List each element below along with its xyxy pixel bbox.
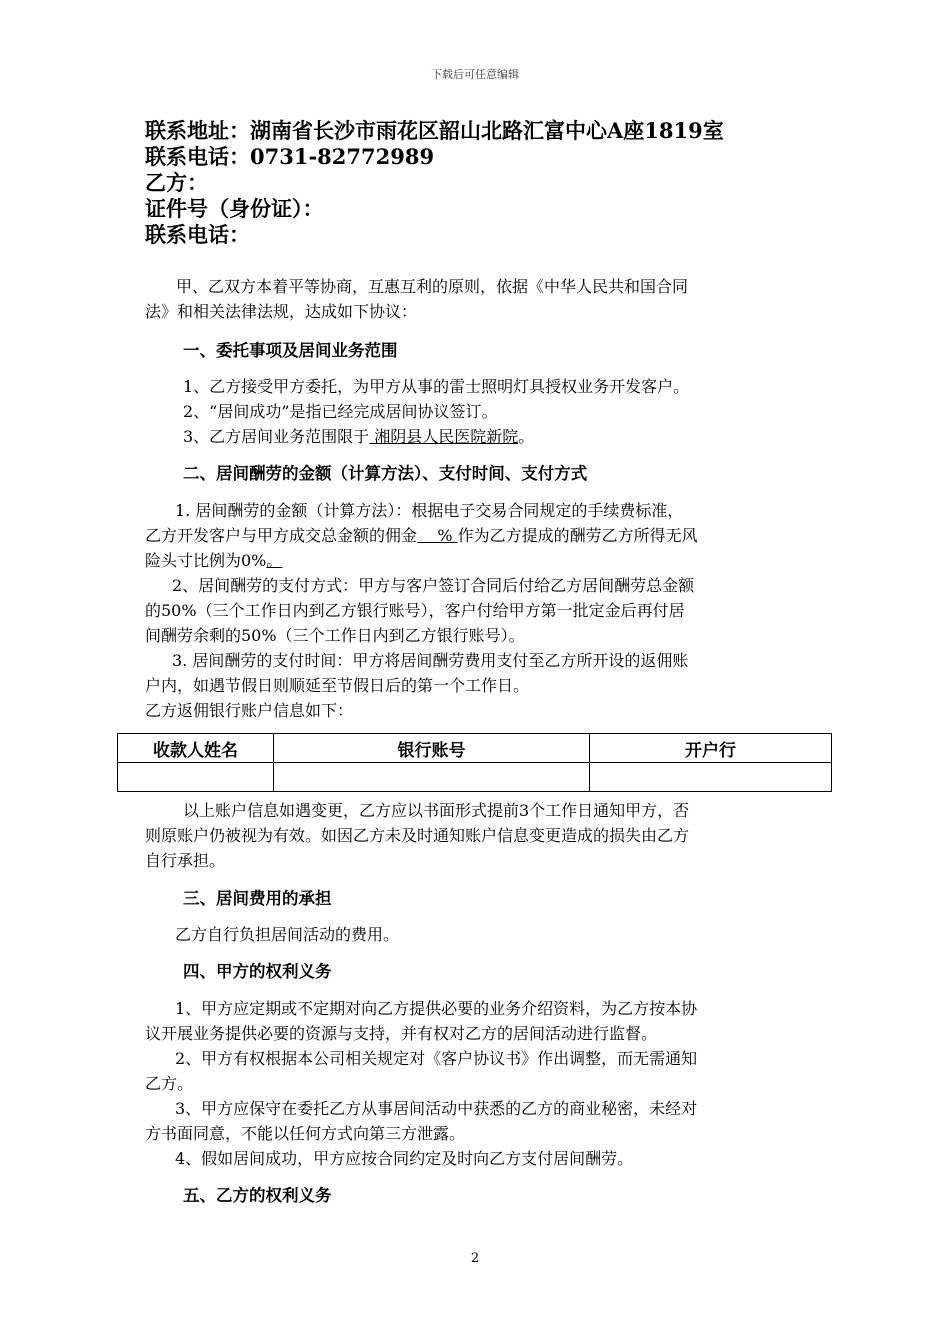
header-note: 下载后可任意编辑 [431, 68, 519, 81]
section1-heading: 一、委托事项及居间业务范围 [183, 341, 398, 360]
section2-p3-line2: 户内，如遇节假日则顺延至节假日后的第一个工作日。 [145, 676, 530, 695]
table-row [118, 763, 832, 792]
header-bank-branch: 开户行 [590, 734, 832, 763]
section2-p1-line3 [145, 548, 282, 573]
section4-p1-line1: 1、甲方应定期或不定期对向乙方提供必要的业务介绍资料，为乙方按本协 [175, 999, 698, 1018]
section5-heading: 五、乙方的权利义务 [183, 1186, 332, 1205]
payee-name-cell[interactable] [118, 763, 274, 792]
party-b-phone-label: 联系电话： [145, 222, 250, 247]
section4-p2-line1: 2、甲方有权根据本公司相关规定对《客户协议书》作出调整，而无需通知 [175, 1049, 698, 1068]
bank-note-line1: 以上账户信息如遇变更，乙方应以书面形式提前3个工作日通知甲方，否 [183, 801, 690, 820]
section1-item3-suffix: 。 [518, 427, 535, 446]
id-number-label: 证件号（身份证）： [145, 196, 324, 221]
bank-info-intro: 乙方返佣银行账户信息如下： [145, 701, 354, 720]
bank-note-line2: 则原账户仍被视为有效。如因乙方未及时通知账户信息变更造成的损失由乙方 [145, 826, 690, 845]
intro-line-1: 甲、乙双方本着平等协商，互惠互利的原则，依据《中华人民共和国合同 [176, 277, 689, 296]
section4-heading: 四、甲方的权利义务 [183, 962, 332, 981]
section2-p1-line2 [145, 523, 698, 548]
header-payee-name: 收款人姓名 [118, 734, 274, 763]
section2-p3-line1: 3. 居间酬劳的支付时间：甲方将居间酬劳费用支付至乙方所开设的返佣账 [172, 651, 689, 670]
section2-p2-line2: 的50%（三个工作日内到乙方银行账号），客户付给甲方第一批定金后再付居 [145, 601, 685, 620]
business-scope-field: 湘阴县人民医院新院 [369, 427, 519, 446]
commission-label: 乙方开发客户与甲方成交总金额的佣金 [145, 526, 418, 545]
section1-item2: 2、“居间成功”是指已经完成居间协议签订。 [183, 402, 498, 421]
section2-heading: 二、居间酬劳的金额（计算方法）、支付时间、支付方式 [183, 464, 588, 483]
section4-p1-line2: 议开展业务提供必要的资源与支持，并有权对乙方的居间活动进行监督。 [145, 1024, 658, 1043]
section1-item3 [183, 424, 534, 449]
section4-p4: 4、假如居间成功，甲方应按合同约定及时向乙方支付居间酬劳。 [175, 1149, 634, 1168]
commission-rate-blank: % [417, 526, 458, 545]
bank-account-table [117, 733, 832, 792]
intro-line-2: 法》和相关法律法规，达成如下协议： [145, 302, 418, 321]
section4-p3-line1: 3、甲方应保守在委托乙方从事居间活动中获悉的乙方的商业秘密，未经对 [175, 1099, 698, 1118]
section3-text: 乙方自行负担居间活动的费用。 [175, 925, 400, 944]
risk-ratio-text: 险头寸比例为0% [145, 551, 267, 570]
contact-block [145, 118, 724, 248]
contact-phone: 联系电话：0731-82772989 [145, 144, 435, 169]
section1-item3-prefix: 3、乙方居间业务范围限于 [183, 427, 370, 446]
party-b-label: 乙方： [145, 170, 208, 195]
header-account-number: 银行账号 [274, 734, 590, 763]
section4-p2-line2: 乙方。 [145, 1074, 194, 1093]
section4-p3-line2: 方书面同意，不能以任何方式向第三方泄露。 [145, 1124, 466, 1143]
table-header-row [118, 734, 832, 763]
bank-branch-cell[interactable] [590, 763, 832, 792]
section2-p2-line1: 2、居间酬劳的支付方式：甲方与客户签订合同后付给乙方居间酬劳总金额 [172, 576, 695, 595]
risk-ratio-tail: 。 [266, 551, 283, 570]
section2-p2-line3: 间酬劳余剩的50%（三个工作日内到乙方银行账号）。 [145, 626, 525, 645]
section3-heading: 三、居间费用的承担 [183, 889, 332, 908]
bank-note-line3: 自行承担。 [145, 851, 226, 870]
commission-suffix: 作为乙方提成的酬劳乙方所得无风 [457, 526, 698, 545]
section2-p1-line1: 1. 居间酬劳的金额（计算方法）：根据电子交易合同规定的手续费标准， [175, 501, 684, 520]
page-number: 2 [470, 1251, 480, 1266]
section1-item1: 1、乙方接受甲方委托，为甲方从事的雷士照明灯具授权业务开发客户。 [183, 377, 690, 396]
account-number-cell[interactable] [274, 763, 590, 792]
contact-address: 联系地址：湖南省长沙市雨花区韶山北路汇富中心A座1819室 [145, 118, 724, 143]
